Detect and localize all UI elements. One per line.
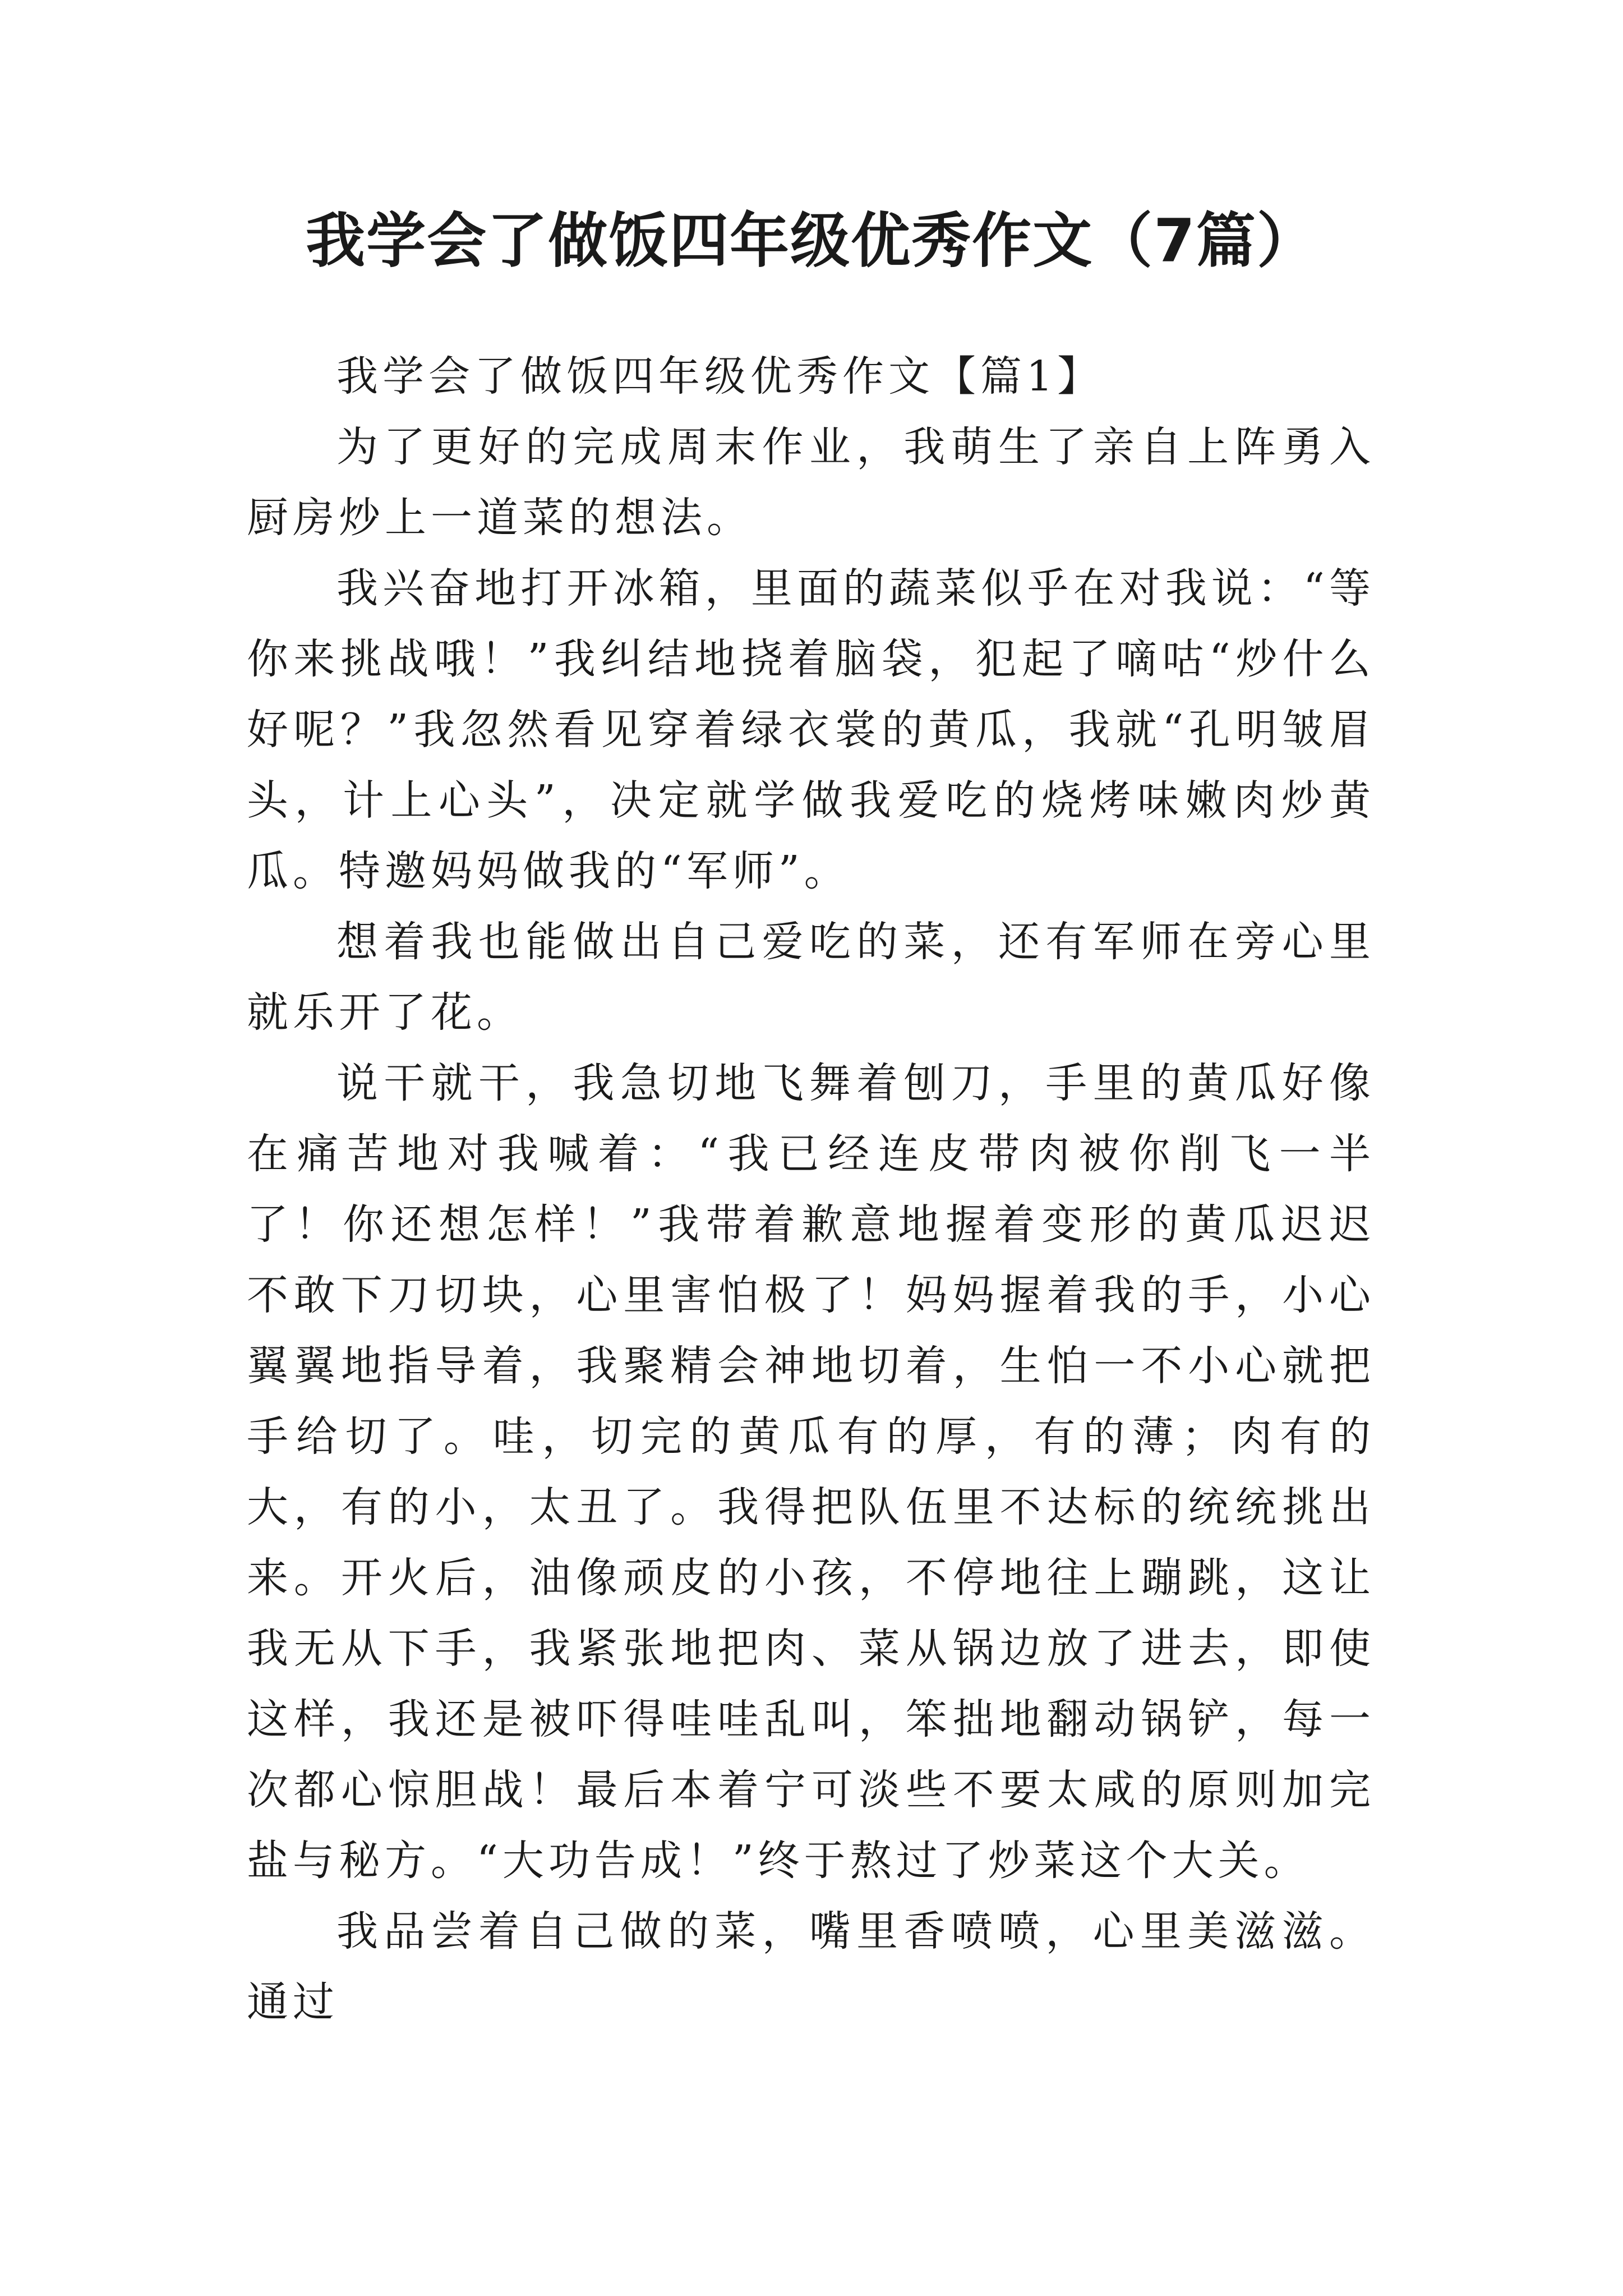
document-title: 我学会了做饭四年级优秀作文（7篇） [306,206,1317,275]
paragraph: 我兴奋地打开冰箱，里面的蔬菜似乎在对我说：“等你来挑战哦！”我纠结地挠着脑袋，犯起了嘀咕“炒什么好呢？”我忽然看见穿着绿衣裳的黄瓜，我就“孔明皱眉头，计上心头”，决定就学做我爱吃的烧烤味嫩肉炒黄瓜。特邀妈妈做我的“军师”。 [247,564,1375,895]
paragraph: 我品尝着自己做的菜，嘴里香喷喷，心里美滋滋。通过 [247,1907,1375,2026]
section-heading: 我学会了做饭四年级优秀作文【篇1】 [336,352,1104,401]
document-body [247,341,1375,2037]
paragraph: 想着我也能做出自己爱吃的菜，还有军师在旁心里就乐开了花。 [247,918,1375,1037]
paragraph: 说干就干，我急切地飞舞着刨刀，手里的黄瓜好像在痛苦地对我喊着：“我已经连皮带肉被你削飞一半了！你还想怎样！”我带着歉意地握着变形的黄瓜迟迟不敢下刀切块，心里害怕极了！妈妈握着我的手，小心翼翼地指导着，我聚精会神地切着，生怕一不小心就把手给切了。哇，切完的黄瓜有的厚，有的薄；肉有的大，有的小，太丑了。我得把队伍里不达标的统统挑出来。开火后，油像顽皮的小孩，不停地往上蹦跳，这让我无从下手，我紧张地把肉、菜从锅边放了进去，即使这样，我还是被吓得哇哇乱叫，笨拙地翻动锅铲，每一次都心惊胆战！最后本着宁可淡些不要太咸的原则加完盐与秘方。“大功告成！”终于熬过了炒菜这个大关。 [247,1059,1375,1885]
paragraph: 为了更好的完成周末作业，我萌生了亲自上阵勇入厨房炒上一道菜的想法。 [247,423,1375,542]
